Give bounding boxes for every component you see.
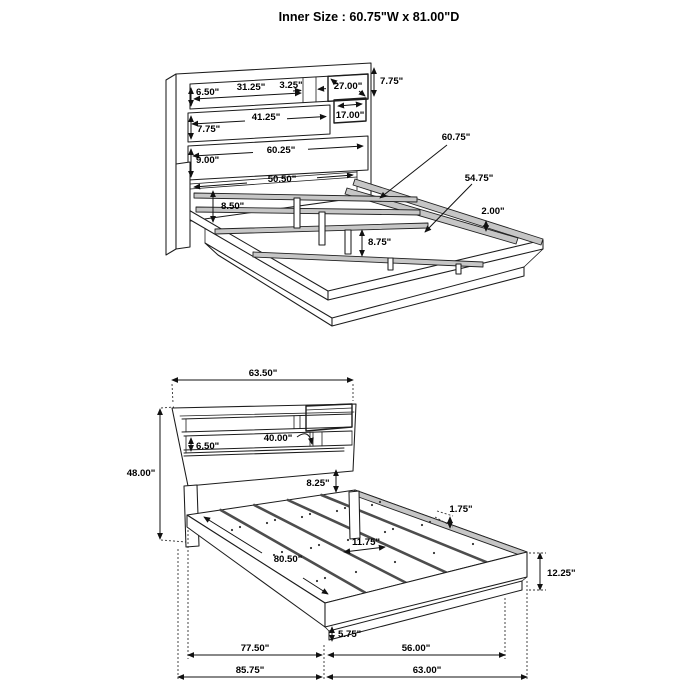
headboard-side-panel xyxy=(166,74,176,255)
dim-base-span: 77.50" xyxy=(240,643,270,654)
page-title: Inner Size : 60.75"W x 81.00"D xyxy=(278,10,460,24)
dim-shelf-opening-width: 40.00" xyxy=(263,433,293,444)
dim-mid-shelf-height: 7.75" xyxy=(197,124,221,135)
dim-mid-shelf-width: 41.25" xyxy=(251,112,281,123)
dim-foot-span: 56.00" xyxy=(401,643,431,654)
dim-right-cubby-width: 27.00" xyxy=(333,81,363,92)
dim-stretcher-width: 50.50" xyxy=(267,174,297,185)
dim-deck-to-shelf: 8.25" xyxy=(306,478,330,489)
headboard-right-leg xyxy=(349,491,360,539)
dim-cubby-width: 31.25" xyxy=(236,82,266,93)
dim-rail-lip: 1.75" xyxy=(449,504,473,515)
dim-divider-width: 3.25" xyxy=(279,80,303,91)
dim-overall-span: 85.75" xyxy=(235,665,265,676)
dim-inner-width: 60.75" xyxy=(441,132,471,143)
dim-slat-spacing: 11.75" xyxy=(351,537,381,548)
dim-lower-panel-width: 60.25" xyxy=(266,145,296,156)
dim-headboard-height: 48.00" xyxy=(126,468,156,479)
dim-base-height: 5.75" xyxy=(338,629,362,640)
dim-support-height: 8.75" xyxy=(368,237,392,248)
dim-lower-panel-height: 9.00" xyxy=(196,155,220,166)
dim-top-section-height: 7.75" xyxy=(380,76,404,87)
dim-overall-width-span: 63.00" xyxy=(412,665,442,676)
dim-inner-rail-length: 54.75" xyxy=(464,173,494,184)
headboard-left-leg xyxy=(176,162,190,249)
dim-cubby-height: 6.50" xyxy=(196,87,220,98)
dim-headboard-width: 63.50" xyxy=(248,368,278,379)
dim-stretcher-height: 8.50" xyxy=(221,201,245,212)
dim-shelf-opening-height: 6.50" xyxy=(196,441,220,452)
dim-deck-length: 80.50" xyxy=(273,554,303,565)
dim-mid-cubby-width: 17.00" xyxy=(335,110,365,121)
dim-rail-lip: 2.00" xyxy=(481,206,505,217)
dim-footboard-height: 12.25" xyxy=(547,568,576,579)
